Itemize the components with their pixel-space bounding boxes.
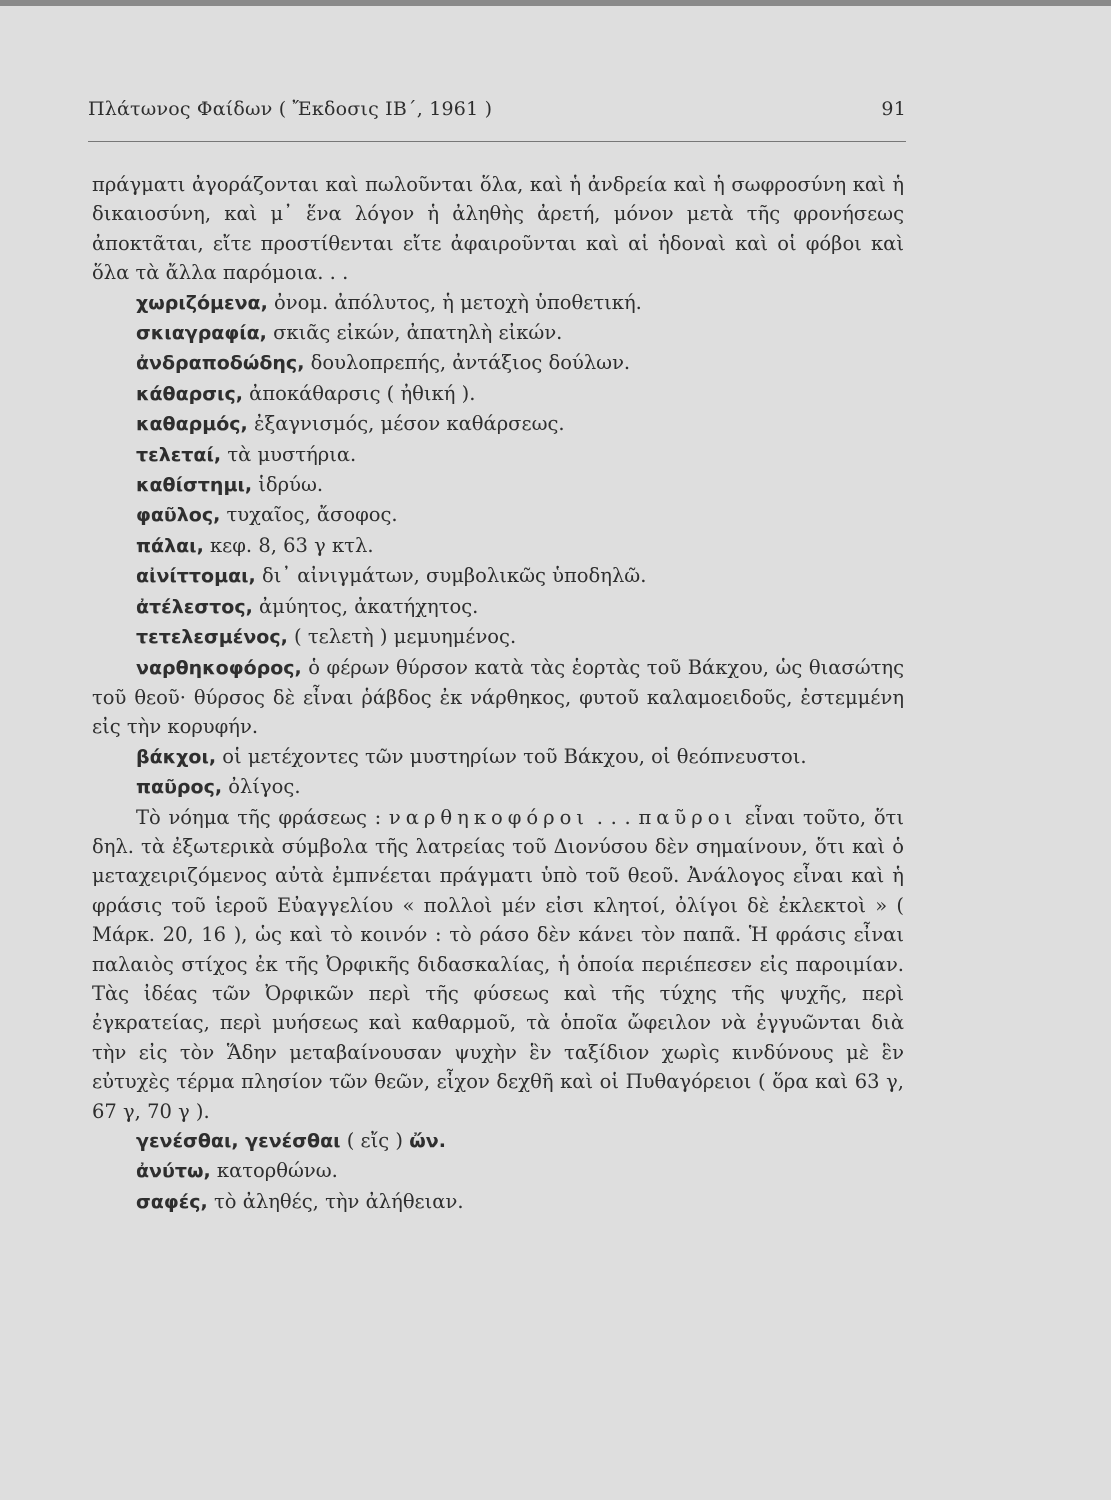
glossary-entry <box>92 288 904 318</box>
entry-definition: ὀλίγος. <box>228 775 301 799</box>
entry-definition: οἱ μετέχοντες τῶν μυστηρίων τοῦ Βάκχου, οἱ θεόπνευστοι. <box>222 744 807 768</box>
entry-headword: παῦρος, <box>136 776 223 799</box>
glossary-entry <box>92 1126 904 1156</box>
header-rule <box>88 141 906 142</box>
entry-headword: φαῦλος, <box>136 504 221 527</box>
glossary-entry <box>92 470 904 500</box>
entry-definition: ὀνομ. ἀπόλυτος, ἡ μετοχὴ ὑποθετική. <box>274 290 642 314</box>
entry-definition: ἐξαγνισμός, μέσον καθάρσεως. <box>253 412 565 436</box>
glossary-entry <box>92 379 904 409</box>
glossary-entry <box>92 1156 904 1186</box>
glossary-entry <box>92 500 904 530</box>
commentary-quote-1: ναρθηκοφόροι <box>388 805 589 829</box>
commentary-text: εἶναι τοῦτο, ὅτι δηλ. τὰ ἐξωτερικὰ σύμβολα τῆς λατρείας τοῦ Διονύσου δὲν σημαίνουν, ὅτι καὶ ὁ μεταχειριζόμενος αὐτὰ ἐμπνέεται πράγματι ὑπὸ τοῦ θεοῦ. Ἀνάλογος εἶναι καὶ ἡ φράσις τοῦ ἱεροῦ Εὐαγγελίου « πολλοὶ μέν εἰσι κλητοί, ὀλίγοι δὲ ἐκλεκτοὶ » ( Μάρκ. 20, 16 ), ὡς καὶ τὸ κοινόν : τὸ ράσο δὲν κάνει τὸν παπᾶ. Ἡ φράσις εἶναι παλαιὸς στίχος ἐκ τῆς Ὀρφικῆς διδασκαλίας, ἡ ὁποία περιέπεσεν εἰς παροιμίαν. Τὰς ἰδέας τῶν Ὀρφικῶν περὶ τῆς φύσεως καὶ τῆς τύχης τῆς ψυχῆς, περὶ ἐγκρατείας, περὶ μυήσεως καὶ καθαρμοῦ, τὰ ὁποῖα ὤφειλον νὰ ἐγγυῶνται διὰ τὴν εἰς τὸν Ἅδην μεταβαίνουσαν ψυχὴν ἓν ταξίδιον χωρὶς κινδύνους μὲ ἓν εὐτυχὲς τέρμα πλησίον τῶν θεῶν, εἶχον δεχθῆ καὶ οἱ Πυθαγόρειοι ( ὅρα καὶ 63 γ, 67 γ, 70 γ ). <box>92 805 904 1123</box>
entry-headword: πάλαι, <box>136 534 204 557</box>
entry-definition: ἀποκάθαρσις ( ἠθική ). <box>249 381 476 405</box>
entry-headword: καθίστημι, <box>136 474 253 497</box>
entry-definition: ( τελετὴ ) μεμυημένος. <box>294 625 517 649</box>
glossary-entry-long <box>92 653 904 742</box>
glossary-entry <box>92 318 904 348</box>
entry-definition: τὸ ἀληθές, τὴν ἀλήθειαν. <box>213 1189 464 1213</box>
page-number: 91 <box>881 98 906 120</box>
commentary-paragraph <box>92 803 904 1126</box>
glossary-entry <box>92 348 904 378</box>
entry-headword: τελεταί, <box>136 443 222 466</box>
entry-headword: βάκχοι, <box>136 745 217 768</box>
top-scan-border <box>0 0 1111 6</box>
entry-headword: τετελεσμένος, <box>136 626 288 649</box>
glossary-entry <box>92 742 904 772</box>
entry-definition: δι᾿ αἰνιγμάτων, συμβολικῶς ὑποδηλῶ. <box>261 564 647 588</box>
commentary-lead: Τὸ νόημα τῆς φράσεως : <box>136 805 382 829</box>
intro-paragraph: πράγματι ἀγοράζονται καὶ πωλοῦνται ὅλα, καὶ ἡ ἀνδρεία καὶ ἡ σωφροσύνη καὶ ἡ δικαιοσύνη, καὶ μ᾿ ἕνα λόγον ἡ ἀληθὴς ἀρετή, μόνον μετὰ τῆς φρονήσεως ἀποκτᾶται, εἴτε προστίθενται εἴτε ἀφαιροῦνται καὶ αἱ ἡδοναὶ καὶ οἱ φόβοι καὶ ὅλα τὰ ἄλλα παρόμοια. . . <box>92 173 904 285</box>
commentary-dots: . . . <box>596 805 631 829</box>
entry-mid: ( εἴς ) <box>346 1129 404 1152</box>
entry-headword: σαφές, <box>136 1190 208 1213</box>
entry-headword: ἀτέλεστος, <box>136 595 253 618</box>
glossary-entry <box>92 561 904 591</box>
commentary-quote-2: παῦροι <box>638 805 738 829</box>
entry-definition: σκιᾶς εἰκών, ἀπατηλὴ εἰκών. <box>273 321 563 345</box>
entry-definition: ἱδρύω. <box>258 473 324 497</box>
entry-headword: ἀνύτω, <box>136 1160 211 1183</box>
entry-headword: σκιαγραφία, <box>136 322 267 345</box>
entry-definition: δουλοπρεπής, ἀντάξιος δούλων. <box>310 351 631 375</box>
entry-headword-tail: ὤν. <box>409 1130 446 1152</box>
entry-headword: αἰνίττομαι, <box>136 565 256 588</box>
entry-definition: κατορθώνω. <box>216 1159 338 1183</box>
entry-definition: κεφ. 8, 63 γ κτλ. <box>209 533 374 557</box>
running-title: Πλάτωνος Φαίδων ( Ἔκδοσις ΙΒ΄, 1961 ) <box>88 98 493 120</box>
entry-headword: ναρθηκοφόρος, <box>136 656 302 679</box>
entry-definition: τὰ μυστήρια. <box>227 442 357 466</box>
glossary-entry <box>92 409 904 439</box>
entry-definition: ὁ φέρων θύρσον κατὰ τὰς ἑορτὰς τοῦ Βάκχου, ὡς θιασώτης τοῦ θεοῦ· θύρσος δὲ εἶναι ῥάβδος ἐκ νάρθηκος, φυτοῦ καλαμοειδοῦς, ἐστεμμένη εἰς τὴν κορυφήν. <box>92 655 904 739</box>
glossary-entry <box>92 772 904 802</box>
glossary-entry <box>92 1187 904 1217</box>
entry-headword: χωριζόμενα, <box>136 291 268 314</box>
entry-definition: τυχαῖος, ἄσοφος. <box>226 503 398 527</box>
page-body <box>92 170 904 1217</box>
entry-headword: ἀνδραποδώδης, <box>136 352 305 375</box>
glossary-entry <box>92 531 904 561</box>
entry-headword: γενέσθαι, γενέσθαι <box>136 1130 341 1152</box>
glossary-entry <box>92 592 904 622</box>
running-header <box>88 98 906 120</box>
glossary-entry <box>92 440 904 470</box>
entry-headword: κάθαρσις, <box>136 382 243 405</box>
glossary-entry <box>92 622 904 652</box>
entry-headword: καθαρμός, <box>136 413 248 436</box>
entry-definition: ἀμύητος, ἀκατήχητος. <box>259 594 479 618</box>
